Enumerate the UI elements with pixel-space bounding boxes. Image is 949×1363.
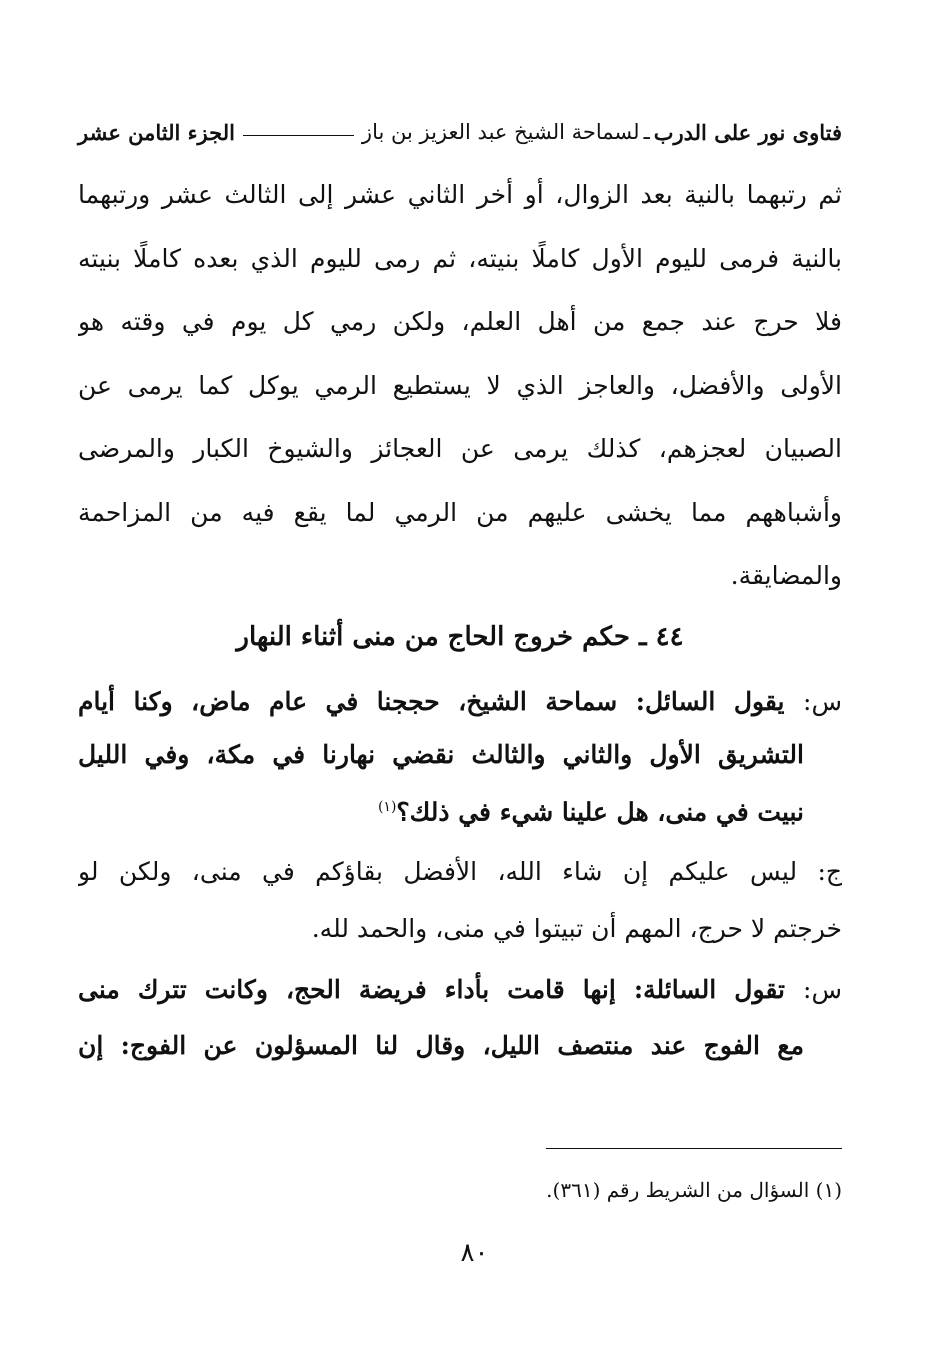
text-line: خرجتم لا حرج، المهم أن تبيتوا في منى، والحمد لله. xyxy=(311,914,842,943)
header-rule xyxy=(243,135,354,136)
question-block xyxy=(78,962,842,1074)
text-line: الصبيان لعجزهم، كذلك يرمى عن العجائز والشيوخ الكبار والمرضى xyxy=(78,434,842,463)
text-line: فلا حرج عند جمع من أهل العلم، ولكن رمي كل يوم في وقته هو xyxy=(78,307,842,336)
text-line: يقول السائل: سماحة الشيخ، حججنا في عام ماض، وكنا أيام xyxy=(78,687,785,716)
text-line: ليس عليكم إن شاء الله، الأفضل بقاؤكم في منى، ولكن لو xyxy=(78,857,798,886)
page-number: ٨٠ xyxy=(460,1238,489,1268)
text-line: بالنية فرمى لليوم الأول كاملًا بنيته، ثم رمى لليوم الذي بعده كاملًا بنيته xyxy=(78,243,842,273)
footnote-marker: (١) xyxy=(377,799,397,815)
text-line: التشريق الأول والثاني والثالث نقضي نهارنا في مكة، وفي الليل xyxy=(78,740,804,769)
text-line: ثم رتبهما بالنية بعد الزوال، أو أخر الثاني عشر إلى الثالث عشر ورتبهما xyxy=(78,180,842,209)
text-line: نبيت في منى، هل علينا شيء في ذلك؟ xyxy=(396,797,804,827)
text-line: وأشباههم مما يخشى عليهم من الرمي لما يقع فيه من المزاحمة xyxy=(78,497,842,527)
footnote-rule xyxy=(546,1148,842,1149)
answer-prefix: ج: xyxy=(817,857,842,886)
text-line: الأولى والأفضل، والعاجز الذي لا يستطيع الرمي يوكل كما يرمى عن xyxy=(78,370,842,400)
author-name: لسماحة الشيخ عبد العزيز بن باز xyxy=(361,120,640,144)
header-separator: ـ xyxy=(643,120,650,144)
question-prefix: س: xyxy=(803,975,842,1004)
question-block xyxy=(78,675,842,834)
paragraph-continuation xyxy=(78,163,842,608)
footnote: (١) السؤال من الشريط رقم (٣٦١). xyxy=(546,1178,842,1202)
running-header xyxy=(78,112,842,152)
question-prefix: س: xyxy=(803,687,842,716)
volume-part: الجزء الثامن عشر xyxy=(78,119,235,145)
text-line: والمضايقة. xyxy=(730,561,842,590)
section-heading: ٤٤ ـ حكم خروج الحاج من منى أثناء النهار xyxy=(236,622,684,652)
text-line: مع الفوج عند منتصف الليل، وقال لنا المسؤلون عن الفوج: إن xyxy=(78,1031,804,1060)
book-title: فتاوى نور على الدرب xyxy=(653,119,842,145)
text-line: تقول السائلة: إنها قامت بأداء فريضة الحج، وكانت تترك منى xyxy=(78,975,785,1004)
answer-block xyxy=(78,843,842,957)
